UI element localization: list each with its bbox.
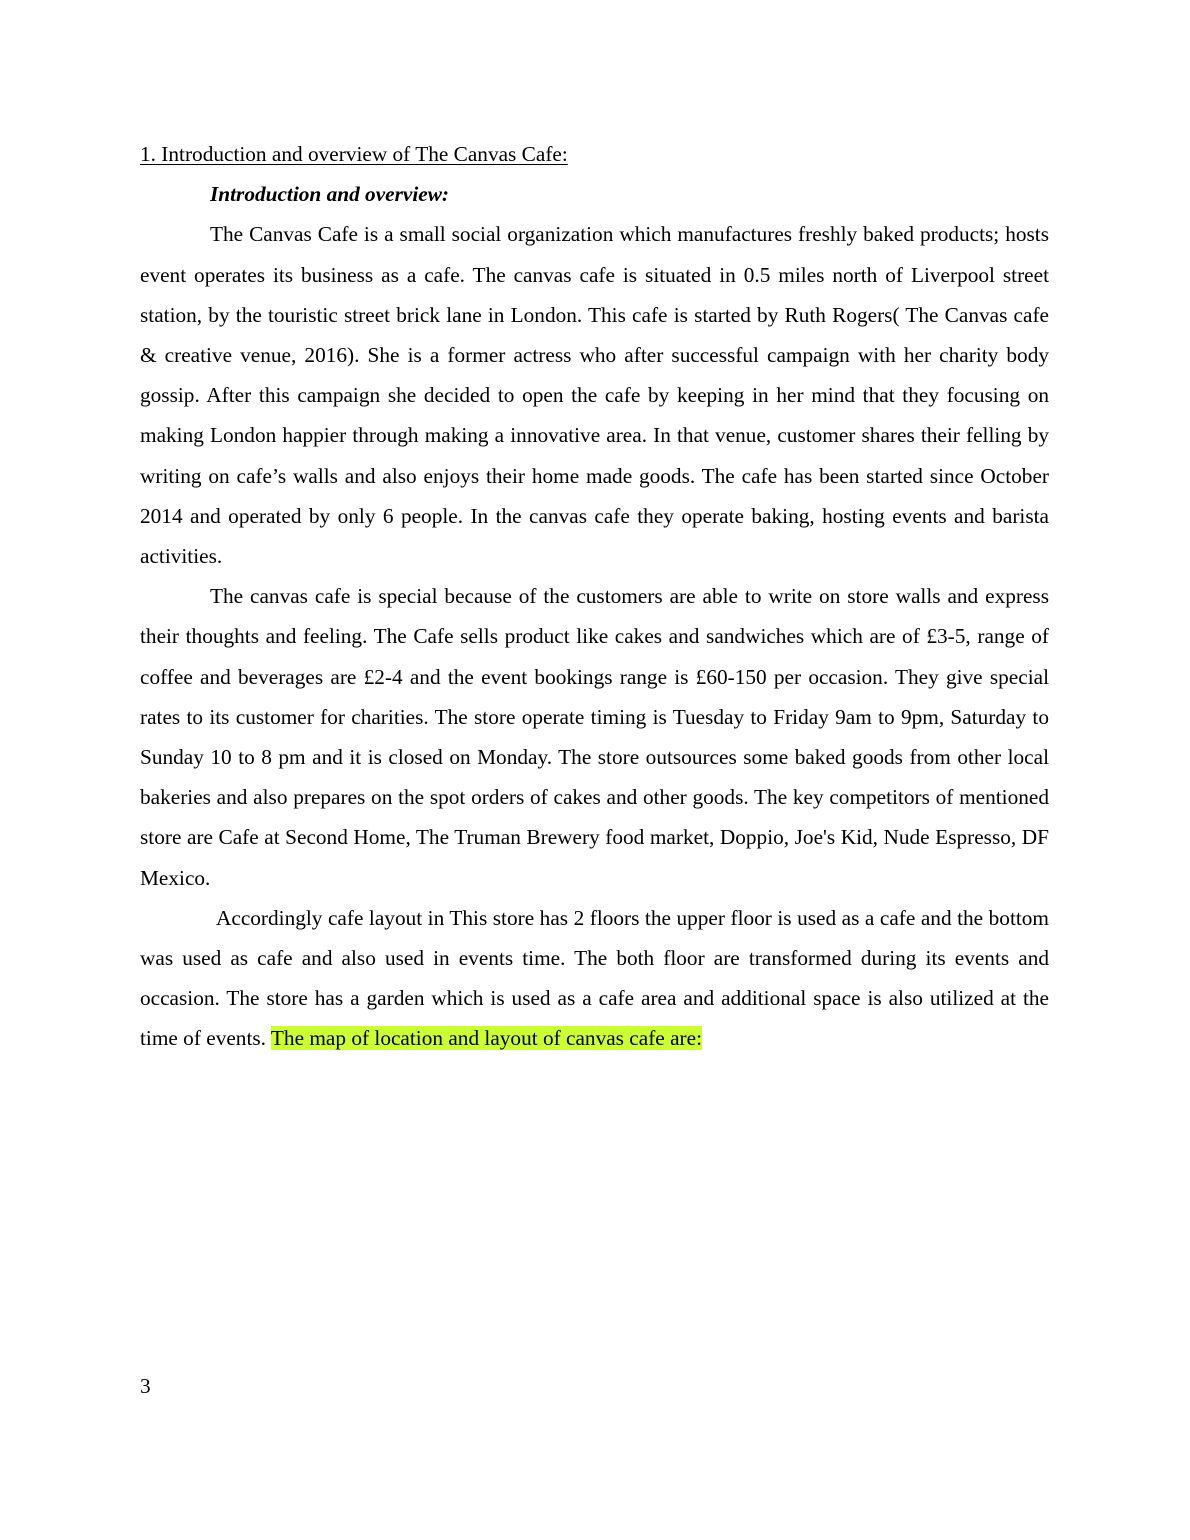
highlighted-text: The map of location and layout of canvas cafe are: <box>270 1026 702 1051</box>
paragraph-layout <box>140 898 1049 1059</box>
paragraph-intro: The Canvas Cafe is a small social organization which manufactures freshly baked products; hosts event operates its business as a cafe. The canvas cafe is situated in 0.5 miles north of Liverpool street station, by the touristic street brick lane in London. This cafe is started by Ruth Rogers( The Canvas cafe & creative venue, 2016). She is a former actress who after successful campaign with her charity body gossip. After this campaign she decided to open the cafe by keeping in her mind that they focusing on making London happier through making a innovative area. In that venue, customer shares their felling by writing on cafe’s walls and also enjoys their home made goods. The cafe has been started since October 2014 and operated by only 6 people. In the canvas cafe they operate baking, hosting events and barista activities. <box>140 222 1049 569</box>
paragraph-layout-text: Accordingly cafe layout in This store has 2 floors the upper floor is used as a cafe and the bottom was used as cafe and also used in events time. The both floor are transformed during its events and occasion. The store has a garden which is used as a cafe area and additional space is also utilized at the time of events. <box>140 905 1049 1051</box>
paragraph-special: The canvas cafe is special because of the customers are able to write on store walls and express their thoughts and feeling. The Cafe sells product like cakes and sandwiches which are of £3-5, range of coffee and beverages are £2-4 and the event bookings range is £60-150 per occasion. They give special rates to its customer for charities. The store operate timing is Tuesday to Friday 9am to 9pm, Saturday to Sunday 10 to 8 pm and it is closed on Monday. The store outsources some baked goods from other local bakeries and also prepares on the spot orders of cakes and other goods. The key competitors of mentioned store are Cafe at Second Home, The Truman Brewery food market, Doppio, Joe's Kid, Nude Espresso, DF Mexico. <box>140 584 1049 890</box>
section-subheading: Introduction and overview: <box>210 182 450 207</box>
page-number: 3 <box>140 1374 151 1398</box>
document-body <box>140 134 1049 1059</box>
section-heading: 1. Introduction and overview of The Canvas Cafe: <box>140 142 568 166</box>
